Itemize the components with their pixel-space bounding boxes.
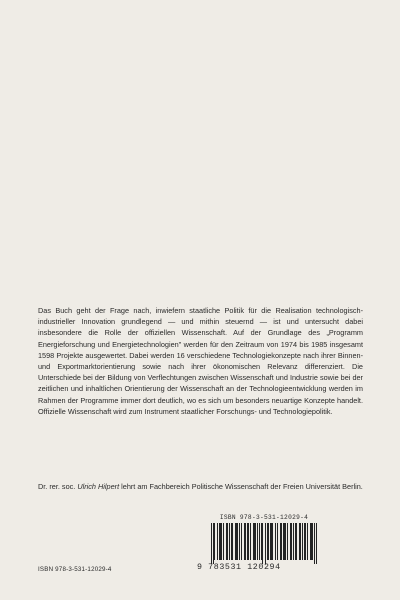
author-title: Dr. rer. soc. <box>38 482 78 491</box>
barcode-bar <box>311 523 312 560</box>
author-bio-paragraph <box>38 481 363 492</box>
barcode-bar <box>268 523 269 560</box>
barcode-bar <box>247 523 248 560</box>
barcode-bar <box>219 523 220 560</box>
barcode-bar <box>265 523 266 564</box>
barcode-bar <box>270 523 271 560</box>
barcode-bar <box>226 523 227 560</box>
barcode-bar <box>290 523 291 560</box>
barcode-digits: 9 783531 120294 <box>197 563 281 572</box>
barcode-bar <box>236 523 237 560</box>
barcode-bar <box>214 523 215 560</box>
barcode-bar <box>231 523 232 560</box>
barcode-bar <box>253 523 254 560</box>
barcode-bar <box>285 523 286 560</box>
barcode-bar <box>237 523 238 560</box>
barcode-bar <box>239 523 240 560</box>
barcode-bar <box>305 523 306 560</box>
barcode-bar <box>271 523 272 560</box>
barcode-bar <box>254 523 255 560</box>
barcode-bar <box>257 523 258 560</box>
barcode-bar <box>217 523 218 560</box>
barcode-bar <box>284 523 285 560</box>
barcode-bar <box>293 523 294 560</box>
barcode-bar <box>221 523 222 560</box>
barcode-bar <box>250 523 251 560</box>
barcode-bar <box>213 523 214 564</box>
barcode-block <box>197 514 347 574</box>
barcode-bar <box>255 523 256 560</box>
barcode-bar <box>220 523 221 560</box>
barcode-bar <box>291 523 292 560</box>
barcode-bar <box>281 523 282 560</box>
barcode-bar <box>244 523 245 560</box>
barcode-bar <box>267 523 268 560</box>
barcode-bar <box>235 523 236 560</box>
barcode-bar <box>259 523 260 560</box>
barcode-bar <box>229 523 230 560</box>
barcode-bar <box>312 523 313 560</box>
barcode-bar <box>300 523 301 560</box>
barcode-bar <box>262 523 263 564</box>
barcode-bar <box>299 523 300 560</box>
barcode-bar <box>296 523 297 560</box>
barcode-bar <box>241 523 242 560</box>
barcode-bar <box>287 523 288 560</box>
blurb-text-block <box>38 305 363 417</box>
author-affiliation: lehrt am Fachbereich Politische Wissenschaft der Freien Universität Berlin. <box>119 482 363 491</box>
barcode-bar <box>304 523 305 560</box>
blurb-paragraph: Das Buch geht der Frage nach, inwiefern staatliche Politik für die Realisation technologisch-industrieller Innovation grundlegend — und mithin steuernd — ist und untersucht dabei insbesondere die Rolle der offiziellen Wissenschaft. Auf der Grundlage des „Programm Energieforschung und Energietechnologien" werden für den Zeitraum von 1974 bis 1985 insgesamt 1598 Projekte ausgewertet. Dabei werden 16 verschiedene Technologiekonzepte nach ihrer Binnen- und Exportmarktorientierung sowie nach ihrer ökonomischen Relevanz differenziert. Die Unterschiede bei der Bildung von Verflechtungen zwischen Wissenschaft und Industrie sowie bei der zeitlichen und inhaltlichen Orientierung der Wissenschaft an der Technologieentwicklung werden im Rahmen der Programme immer dort deutlich, wo es sich um besonders neuartige Konzepte handelt. Offizielle Wissenschaft wird zum Instrument staatlicher Forschungs- und Technologiepolitik. <box>38 306 363 416</box>
author-name: Ulrich Hilpert <box>77 482 120 491</box>
barcode-bar <box>211 523 212 564</box>
barcode-bar <box>307 523 308 560</box>
barcode-bar <box>232 523 233 560</box>
barcode-bar <box>223 523 224 560</box>
author-bio <box>38 481 363 492</box>
barcode-image <box>211 523 317 564</box>
barcode-isbn-label: ISBN 978-3-531-12029-4 <box>219 514 309 521</box>
barcode-bar <box>310 523 311 560</box>
barcode-bar <box>283 523 284 560</box>
barcode-bar <box>295 523 296 560</box>
isbn-footer: ISBN 978-3-531-12029-4 <box>38 566 112 573</box>
barcode-bar <box>302 523 303 560</box>
barcode-bar <box>280 523 281 560</box>
barcode-bar <box>316 523 317 564</box>
barcode-bar <box>261 523 262 560</box>
barcode-bar <box>277 523 278 560</box>
barcode-bar <box>275 523 276 560</box>
barcode-bar <box>248 523 249 560</box>
barcode-bar <box>245 523 246 560</box>
barcode-bar <box>227 523 228 560</box>
barcode-bar <box>272 523 273 560</box>
barcode-bar <box>314 523 315 564</box>
